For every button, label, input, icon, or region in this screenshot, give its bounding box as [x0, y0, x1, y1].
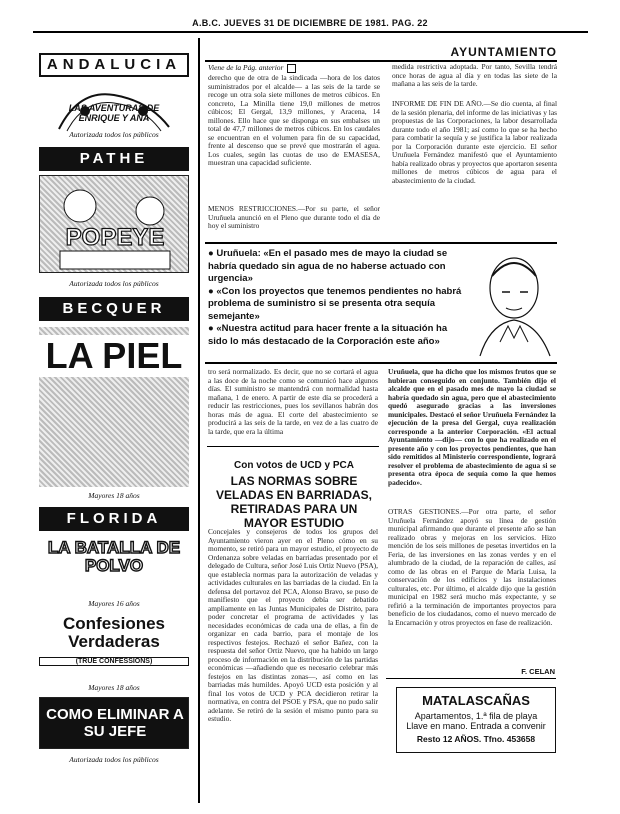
- second-body: Concejales y consejeros de todos los grupos del Ayuntamiento vieron ayer en el Pleno cómo en su momento, se retiró para un mayor estudio, el proyecto de Ordenanza sobre veladas en barriadas presentado por el delegado de Cultura, señor José Luis Ortiz Nuevo (PSA), que establecía normas para la autorización de veladas y actividades culturales en las barriadas de la ciudad. En la defensa del portavoz del PCA, Alonso Bravo, se puso de manifiesto que el proyecto debía ser debatido ampliamente en las Juntas Municipales de Distrito, para poder concretar el programa de actividades y las necesidades económicas de cada una de ellas, a fin de organizar en cada barrio, para el montaje de los respectivos festejos. Rechazó el señor Bañez, con la respuesta del señor Ortiz Nuevo, que ha habido un largo proceso de información en la distribución de las partidas económicas —añadiendo que es necesario celebrar más festejos en las distintas zonas—, así como en las barriadas más humildes. Apoyó UCD esta posición y al final los votos de UCD y PCA decidieron retirar la normativa, en contra del PSOE y PSA, que no pudo salir adelante. Se retiró de la sesión el mismo punto para su estudio.: [208, 528, 378, 723]
- ad-cinema-andalucia: ANDALUCIA: [39, 53, 189, 77]
- ad-como-eliminar: [39, 697, 189, 749]
- mayor-portrait-icon: [470, 246, 556, 358]
- quote-block: [208, 248, 466, 348]
- ad-rating-andalucia: Autorizada todos los públicos: [69, 130, 159, 139]
- masthead: A.B.C. JUEVES 31 DE DICIEMBRE DE 1981. PAG. 22: [192, 18, 428, 28]
- quote-3: ● «Nuestra actitud para hacer frente a la situación ha sido lo más destacado de la Corporación este año»: [208, 323, 448, 347]
- classified-ad: [396, 687, 556, 753]
- ad-rating-becquer: Mayores 18 años: [88, 491, 140, 500]
- ad-cinema-pathe: PATHE: [39, 147, 189, 171]
- ad-title-confesiones: Confesiones Verdaderas: [62, 614, 166, 651]
- ad-rating-pathe: Autorizada todos los públicos: [69, 279, 159, 288]
- ad-florida-art: [39, 535, 189, 597]
- ad-pathe-image: [39, 175, 189, 273]
- masthead-rule: [33, 31, 588, 33]
- continued-line: [208, 63, 383, 73]
- ad-title-popeye: POPEYE: [65, 224, 165, 251]
- section-title: AYUNTAMIENTO: [450, 45, 557, 59]
- quote-rule-bottom: [205, 362, 557, 364]
- right-rule: [386, 678, 556, 679]
- top-article-col2: medida restrictiva adoptada. Por tanto, Sevilla tendrá once horas de agua al día y en todas las siete de la mañana a las seis de la tarde.: [392, 63, 557, 88]
- ad-rating-confesiones: Mayores 18 años: [88, 683, 140, 692]
- classified-contact: Resto 12 AÑOS. Tfno. 453658: [416, 734, 536, 744]
- classified-text: Apartamentos, 1.ª fila de playa Llave en mano. Entrada a convenir: [406, 711, 546, 731]
- ad-subtitle-confesiones: (TRUE CONFESSIONS): [39, 657, 189, 666]
- ad-title-batalla: LA BATALLA DE POLVO: [47, 538, 181, 575]
- second-kicker: Con votos de UCD y PCA: [233, 460, 354, 471]
- cinema-ads-column: [33, 45, 193, 790]
- column-divider: [198, 38, 200, 803]
- top-article-col2-sub: INFORME DE FIN DE AÑO.—Se dio cuenta, al final de la sesión plenaria, del informe de las iniciativas y las propuestas de las Corporaciones, la labor desarrollada durante todo el año 1981; así como lo que se ha hecho para combatir la sequía y se justifica la labor realizada por la Corporación durante este ejercicio. El señor Uruñuela Fernández manifestó que el Ayuntamiento había realizado obras y proyectos que aportaron sesenta millones de metros cúbicos de agua para el abastecimiento de la ciudad.: [392, 100, 557, 185]
- quote-1: ● Uruñuela: «En el pasado mes de mayo la ciudad se habría quedado sin agua de no haberse actuado con urgencia»: [208, 248, 448, 284]
- ad-title-como-eliminar: COMO ELIMINAR A SU JEFE: [46, 706, 184, 740]
- top-article-col1-sub: MENOS RESTRICCIONES.—Por su parte, el señor Uruñuela anunció en el Pleno que durante todo el día de hoy el suministro: [208, 205, 380, 230]
- right-body: Uruñuela, que ha dicho que los mismos frutos que se hubieran conseguido en conjunto. También dijo el alcalde que en el pasado mes de mayo la ciudad se habría quedado sin agua, pero que el abastecimiento quedó asegurado gracias a las inversiones municipales. Destacó el señor Uruñuela Fernández la ejecución de la presa del Gergal, cuya realización corresponde a la anterior Corporación. «El actual Ayuntamiento —dijo— con lo que ha realizado en el presente año y con los proyectos pendientes, que han sido remitidos al Ministerio correspondiente, logrará resolver el problema de abastecimiento de agua si se presenta otra época de sequía como la que hemos padecido».: [388, 368, 556, 487]
- ad-confesiones: [39, 609, 189, 679]
- middle-continuation: tro será normalizado. Es decir, que no se cortará el agua a las doce de la noche como se comunicó hace algunos días. El suministro se mantendrá con normalidad hasta mañana, 1 de enero. A partir de este día se procederá a reducir las restricciones, pues los sevillanos habrán dos horas más de agua. El corte del abastecimiento se producirá a las seis de la tarde, en vez de a las cuatro de la tarde, que era la última: [208, 368, 378, 436]
- ad-cinema-becquer: BECQUER: [39, 297, 189, 321]
- second-headline: LAS NORMAS SOBRE VELADAS EN BARRIADAS, RETIRADAS PARA UN MAYOR ESTUDIO: [215, 474, 372, 530]
- middle-rule: [207, 446, 379, 447]
- ad-cinema-florida: FLORIDA: [39, 507, 189, 531]
- ad-rating-como-eliminar: Autorizada todos los públicos: [69, 755, 159, 764]
- ad-title-la-piel: LA PIEL: [39, 335, 189, 377]
- continued-text: Viene de la Pág. anterior: [208, 63, 284, 72]
- quote-2: ● «Con los proyectos que tenemos pendientes no habrá problema de suministro si se presenta otra sequía semejante»: [208, 285, 462, 322]
- quote-rule-top: [205, 242, 557, 244]
- classified-title: MATALASCAÑAS: [422, 693, 530, 708]
- top-article-col1: derecho que de otra de la sindicada —hora de los datos suministrados por el alcalde— a las seis de la tarde se recoge un otra sola siete millones de metros cúbicos. En concreto, La Minilla tiene 19,0 millones de metros cúbicos; El Gergal, 13,9 millones, y Aracena, 14 millones. Ello hace que se disponga en sus embalses un total de 47,7 millones de metros cúbicos. En los caudales se encuentran en el volumen para fin de su capacidad, frente al descenso que se prevé que mostrarán el agua. Los cuales, según las cuotas de uso de EMASESA, muestran una capacidad suficiente.: [208, 74, 380, 167]
- right-sub: OTRAS GESTIONES.—Por otra parte, el señor Uruñuela Fernández apoyó su línea de gestión municipal afirmando que durante el presente año se han realizado obras y mejoras en los servicios. Hizo mención de los seis millones de pesetas invertidos en la Feria, de las inversiones en las zonas verdes y en el alumbrado de la ciudad, de la reparación de calles, así como de las obras en el Parque de María Luisa, la conservación de los edificios y las instalaciones culturales, etc. Por último, el alcalde dijo que la gestión municipal en 1982 será mucho más expectante, y se refirió a la terminación de importantes proyectos para beneficio de los ciudadanos, como el nuevo mercado de la Encarnación y otros proyectos en fase de realización.: [388, 508, 556, 627]
- ad-andalucia-art: [39, 81, 189, 136]
- box-icon: [287, 64, 296, 73]
- section-rule: [205, 60, 557, 62]
- ad-rating-florida: Mayores 16 años: [88, 599, 140, 608]
- ad-becquer-image: [39, 327, 189, 487]
- ad-title-andalucia: LAS AVENTURAS DE ENRIQUE Y ANA: [68, 103, 160, 123]
- signature: F. CELAN: [521, 667, 555, 676]
